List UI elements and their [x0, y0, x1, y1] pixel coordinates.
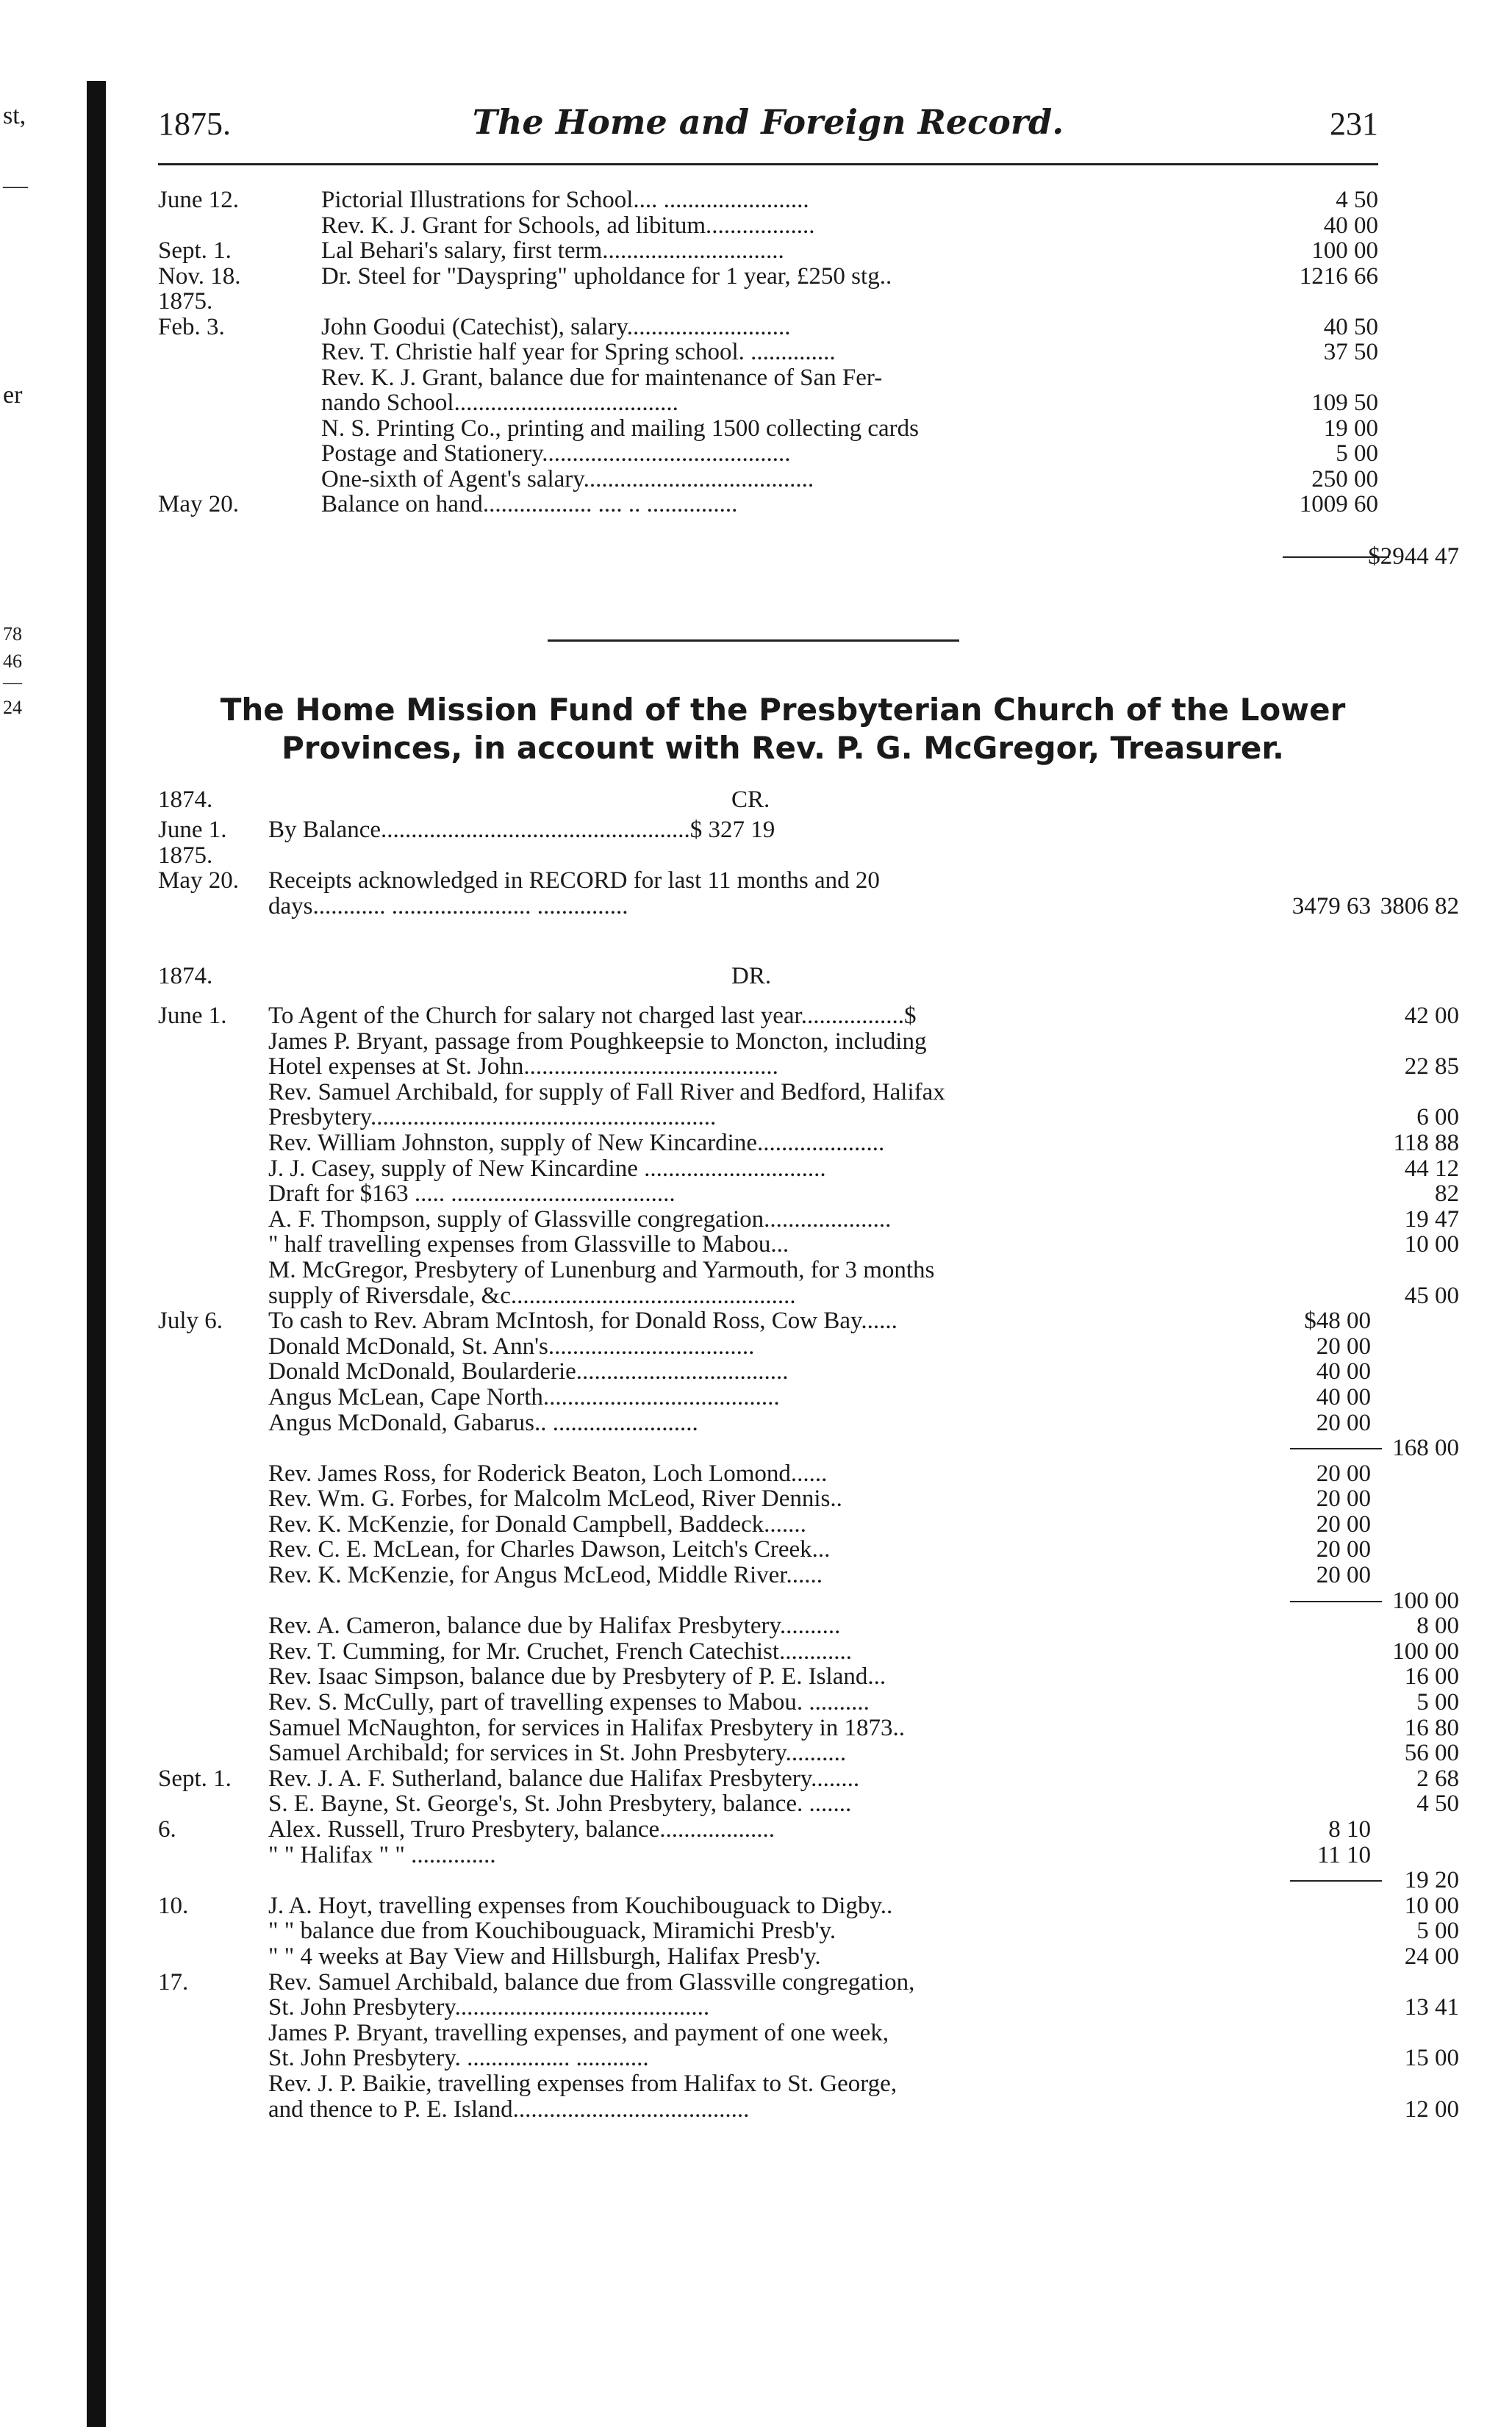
entry-description: Draft for $163 ..... ..................................... [268, 1181, 676, 1207]
entry-amount: 15 00 [1404, 2045, 1459, 2072]
debit-row [158, 1843, 1408, 1868]
margin-fragment: 46 [3, 650, 22, 672]
credit-row [158, 817, 1408, 843]
fund-title-line: Provinces, in account with Rev. P. G. McGregor, Treasurer. [282, 730, 1284, 766]
entry-amount: 16 80 [1404, 1714, 1459, 1741]
entry-description: Balance on hand.................. .... .. ............... [321, 492, 738, 517]
entry-description: Hotel expenses at St. John.......................................... [268, 1054, 778, 1080]
entry-description: Dr. Steel for "Dayspring" upholdance for 1 year, £250 stg.. [321, 263, 892, 289]
debit-row [158, 1563, 1408, 1588]
ledger-row [158, 416, 1408, 442]
ledger-total-row [158, 543, 1459, 570]
debit-row [158, 1638, 1459, 1665]
entry-description: Rev. James Ross, for Roderick Beaton, Loch Lomond...... [268, 1460, 828, 1487]
margin-fragment: — [3, 671, 22, 692]
debit-row [158, 1180, 1459, 1208]
entry-date: Sept. 1. [158, 1765, 232, 1792]
entry-description: Presbytery......................................................... [268, 1105, 717, 1130]
debit-row [158, 1970, 1408, 1996]
entry-description: Rev. K. J. Grant, balance due for maintenance of San Fer- [321, 365, 883, 390]
entry-amount: 168 00 [1392, 1435, 1459, 1462]
entry-description: " " Halifax " " .............. [268, 1842, 496, 1868]
ledger-row [158, 264, 1408, 290]
entry-description: Angus McLean, Cape North....................................... [268, 1384, 780, 1410]
entry-description: Rev. Samuel Archibald, balance due from Glassville congregation, [268, 1969, 915, 1996]
entry-amount: 13 41 [1404, 1994, 1459, 2021]
entry-amount: 250 00 [1311, 465, 1378, 492]
entry-description: " " 4 weeks at Bay View and Hillsburgh, Halifax Presb'y. [268, 1943, 821, 1970]
entry-description: Alex. Russell, Truro Presbytery, balance................... [268, 1817, 775, 1843]
entry-description: Pictorial Illustrations for School.... ........................ [321, 187, 809, 213]
debit-row [158, 2096, 1459, 2123]
entry-subamount: 40 00 [1316, 1358, 1371, 1385]
entry-description: One-sixth of Agent's salary...................................... [321, 466, 814, 492]
ledger-row [158, 238, 1408, 264]
credit-row [158, 868, 1408, 894]
entry-amount: 37 50 [1323, 339, 1378, 365]
debit-row [158, 1790, 1459, 1818]
entry-description: To Agent of the Church for salary not charged last year.................$ [268, 1003, 917, 1029]
entry-description: Rev. William Johnston, supply of New Kincardine..................... [268, 1130, 885, 1156]
margin-fragment: 78 [3, 623, 22, 645]
ledger-row [158, 441, 1408, 467]
credit-entries [158, 817, 1459, 919]
entry-subamount: 20 00 [1316, 1409, 1371, 1436]
entry-subamount: 20 00 [1316, 1485, 1371, 1513]
entry-amount: 5 00 [1336, 440, 1378, 467]
entry-amount: 118 88 [1393, 1129, 1459, 1156]
debit-row [158, 1740, 1459, 1767]
entry-amount: 22 85 [1404, 1053, 1459, 1080]
entry-description: M. McGregor, Presbytery of Lunenburg and Yarmouth, for 3 months [268, 1257, 935, 1283]
entry-description: S. E. Bayne, St. George's, St. John Presbytery, balance. ....... [268, 1791, 852, 1817]
entry-description: Rev. A. Cameron, balance due by Halifax Presbytery.......... [268, 1613, 841, 1639]
debit-row [158, 1308, 1408, 1334]
entry-amount: 56 00 [1404, 1740, 1459, 1767]
binding-gutter [87, 81, 106, 2427]
entry-subamount: 20 00 [1316, 1460, 1371, 1487]
credit-row [158, 892, 1459, 919]
debit-row [158, 1587, 1459, 1614]
entry-description: Rev. J. A. F. Sutherland, balance due Halifax Presbytery........ [268, 1765, 860, 1792]
entry-description: Rev. C. E. McLean, for Charles Dawson, Leitch's Creek... [268, 1537, 831, 1563]
credit-year: 1874. [158, 786, 213, 813]
entry-amount: 16 00 [1404, 1663, 1459, 1691]
entry-amount: 5 00 [1416, 1918, 1459, 1945]
debit-row [158, 1410, 1408, 1436]
credit-row [158, 843, 1408, 869]
entry-amount: 2 68 [1416, 1765, 1459, 1792]
entry-description: J. J. Casey, supply of New Kincardine .............................. [268, 1155, 826, 1182]
debit-row [158, 1053, 1459, 1080]
entry-description: Rev. K. J. Grant for Schools, ad libitum.................. [321, 212, 815, 238]
debit-row [158, 1918, 1459, 1945]
entry-amount: 100 00 [1311, 237, 1378, 264]
entry-amount: 100 00 [1392, 1587, 1459, 1614]
debit-row [158, 1003, 1459, 1029]
debit-row [158, 1205, 1459, 1233]
entry-subamount: $48 00 [1304, 1308, 1371, 1335]
debit-row [158, 1512, 1408, 1538]
running-header [158, 99, 1378, 143]
entry-amount: 1009 60 [1299, 491, 1378, 517]
ledger-row [158, 213, 1408, 239]
debit-row [158, 1663, 1459, 1691]
entry-amount: 40 00 [1323, 212, 1378, 239]
entry-date: 10. [158, 1892, 189, 1919]
entry-description: nando School..................................... [321, 390, 678, 416]
entry-description: Receipts acknowledged in RECORD for last 11 months and 20 [268, 868, 880, 894]
debit-entries [158, 1003, 1459, 2123]
entry-date: 6. [158, 1816, 176, 1843]
ledger-row [158, 492, 1408, 517]
entry-amount: 4 50 [1336, 187, 1378, 213]
debit-row [158, 1080, 1408, 1105]
debit-row [158, 1359, 1408, 1385]
entry-subamount: 3479 63 [1291, 892, 1371, 919]
debit-row [158, 1231, 1459, 1258]
entry-amount: 100 00 [1392, 1638, 1459, 1665]
debit-row [158, 1689, 1459, 1716]
entry-subamount: 11 10 [1316, 1841, 1371, 1868]
header-title: The Home and Foreign Record. [472, 102, 1064, 142]
debit-row [158, 1943, 1459, 1970]
entry-description: Postage and Stationery......................................... [321, 441, 791, 467]
entry-description: Rev. K. McKenzie, for Angus McLeod, Middle River...... [268, 1563, 823, 1588]
debit-row [158, 1435, 1459, 1462]
entry-description: A. F. Thompson, supply of Glassville congregation..................... [268, 1206, 892, 1233]
debit-row [158, 1104, 1459, 1131]
section-divider [548, 639, 959, 642]
entry-description: and thence to P. E. Island....................................... [268, 2096, 750, 2123]
entry-description: Samuel Archibald; for services in St. John Presbytery.......... [268, 1741, 847, 1766]
page [158, 0, 1459, 2427]
debit-row [158, 2071, 1408, 2097]
debit-label: DR. [731, 963, 772, 989]
entry-date: June 1. [158, 1003, 227, 1029]
entry-amount: 42 00 [1404, 1003, 1459, 1029]
entry-amount: 5 00 [1416, 1689, 1459, 1716]
entry-amount: 10 00 [1404, 1892, 1459, 1919]
foreign-mission-ledger [158, 187, 1408, 517]
debit-row [158, 1334, 1408, 1360]
ledger-row [158, 365, 1408, 391]
fund-title-line: The Home Mission Fund of the Presbyterian Church of the Lower [220, 692, 1346, 728]
ledger-total: $2944 47 [1368, 543, 1459, 570]
entry-description: days............ ....................... ............... [268, 893, 628, 919]
entry-description: Samuel McNaughton, for services in Halifax Presbytery in 1873.. [268, 1715, 906, 1741]
entry-amount: 3806 82 [1380, 892, 1459, 919]
entry-amount: 19 20 [1404, 1867, 1459, 1894]
debit-row [158, 1537, 1408, 1563]
debit-row [158, 1282, 1459, 1309]
entry-date: Sept. 1. [158, 237, 232, 264]
entry-description: St. John Presbytery. ................. ............ [268, 2046, 649, 2071]
entry-description: Rev. T. Christie half year for Spring school. .............. [321, 340, 836, 365]
debit-row [158, 1258, 1408, 1283]
entry-amount: 19 00 [1323, 415, 1378, 442]
entry-description: St. John Presbytery.......................................... [268, 1995, 710, 2021]
entry-description: James P. Bryant, travelling expenses, and payment of one week, [268, 2020, 889, 2046]
entry-description: John Goodui (Catechist), salary........................... [321, 314, 791, 340]
margin-fragment: — [3, 172, 28, 199]
entry-description: Rev. S. McCully, part of travelling expenses to Mabou. .......... [268, 1690, 870, 1716]
entry-date: Feb. 3. [158, 313, 225, 340]
header-rule [158, 163, 1378, 165]
entry-amount: 8 00 [1416, 1613, 1459, 1640]
header-year: 1875. [158, 106, 231, 142]
entry-description: By Balance...................................................$ 327 19 [268, 817, 775, 843]
debit-row [158, 1867, 1459, 1894]
debit-row [158, 1994, 1459, 2021]
entry-amount: 4 50 [1416, 1790, 1459, 1818]
entry-description: J. A. Hoyt, travelling expenses from Kouchibouguack to Digby.. [268, 1893, 893, 1919]
debit-row [158, 1817, 1408, 1843]
entry-subamount: 20 00 [1316, 1562, 1371, 1589]
entry-description: Rev. Wm. G. Forbes, for Malcolm McLeod, River Dennis.. [268, 1486, 842, 1512]
entry-amount: 109 50 [1311, 390, 1378, 416]
entry-date: July 6. [158, 1308, 223, 1335]
entry-description: supply of Riversdale, &c............................................... [268, 1283, 796, 1309]
debit-row [158, 1765, 1459, 1792]
entry-subamount: 40 00 [1316, 1383, 1371, 1410]
entry-subamount: 20 00 [1316, 1333, 1371, 1360]
credit-label: CR. [731, 786, 770, 813]
entry-amount: 24 00 [1404, 1943, 1459, 1970]
debit-row [158, 1129, 1459, 1156]
entry-subamount: 20 00 [1316, 1510, 1371, 1538]
entry-date: June 12. [158, 187, 239, 213]
entry-amount: 10 00 [1404, 1231, 1459, 1258]
entry-description: Lal Behari's salary, first term.............................. [321, 238, 784, 264]
ledger-row [158, 187, 1408, 213]
debit-row [158, 1029, 1408, 1055]
entry-description: Angus McDonald, Gabarus.. ........................ [268, 1410, 698, 1436]
entry-amount: 45 00 [1404, 1282, 1459, 1309]
entry-description: Rev. K. McKenzie, for Donald Campbell, Baddeck....... [268, 1511, 806, 1538]
entry-description: Rev. T. Cumming, for Mr. Cruchet, French Catechist............ [268, 1638, 853, 1665]
entry-date: 1875. [158, 288, 213, 315]
entry-amount: 12 00 [1404, 2096, 1459, 2123]
entry-description: Rev. Isaac Simpson, balance due by Presbytery of P. E. Island... [268, 1664, 886, 1691]
entry-subamount: 8 10 [1328, 1816, 1371, 1843]
entry-amount: 44 12 [1404, 1155, 1459, 1182]
ledger-row [158, 390, 1408, 416]
entry-description: " " balance due from Kouchibouguack, Miramichi Presb'y. [268, 1918, 836, 1944]
entry-description: To cash to Rev. Abram McIntosh, for Donald Ross, Cow Bay...... [268, 1308, 897, 1334]
entry-description: Rev. Samuel Archibald, for supply of Fall River and Bedford, Halifax [268, 1079, 945, 1105]
page-number: 231 [1330, 106, 1378, 142]
entry-amount: 82 [1435, 1180, 1459, 1208]
debit-row [158, 1613, 1459, 1640]
margin-fragment: 24 [3, 697, 22, 718]
entry-description: Donald McDonald, Boularderie................................... [268, 1359, 789, 1385]
entry-date: June 1. [158, 817, 227, 843]
debit-row [158, 1461, 1408, 1487]
debit-row [158, 2045, 1459, 2072]
debit-row [158, 1892, 1459, 1919]
margin-fragments [0, 0, 81, 809]
entry-amount: 6 00 [1416, 1104, 1459, 1131]
debit-row [158, 1155, 1459, 1182]
fund-title [158, 691, 1408, 767]
entry-description: " half travelling expenses from Glassville to Mabou... [268, 1232, 789, 1258]
entry-description: N. S. Printing Co., printing and mailing 1500 collecting cards [321, 415, 919, 441]
entry-amount: 1216 66 [1299, 262, 1378, 290]
debit-row [158, 1486, 1408, 1512]
ledger-row [158, 289, 1408, 315]
entry-description: James P. Bryant, passage from Poughkeepsie to Moncton, including [268, 1028, 927, 1055]
ledger-row [158, 467, 1408, 492]
debit-row [158, 2021, 1408, 2046]
ledger-row [158, 340, 1408, 365]
entry-amount: 19 47 [1404, 1205, 1459, 1233]
entry-subamount: 20 00 [1316, 1536, 1371, 1563]
entry-date: May 20. [158, 867, 239, 895]
debit-year: 1874. [158, 963, 213, 989]
entry-date: Nov. 18. [158, 262, 241, 290]
debit-row [158, 1714, 1459, 1741]
entry-amount: 40 50 [1323, 313, 1378, 340]
ledger-row [158, 315, 1408, 340]
margin-fragment: st, [3, 102, 26, 129]
entry-date: 1875. [158, 842, 213, 869]
entry-description: Rev. J. P. Baikie, travelling expenses from Halifax to St. George, [268, 2071, 897, 2097]
entry-description: Donald McDonald, St. Ann's.................................. [268, 1333, 755, 1360]
debit-row [158, 1385, 1408, 1410]
margin-fragment: er [3, 381, 23, 409]
entry-date: May 20. [158, 491, 239, 517]
entry-date: 17. [158, 1968, 189, 1996]
